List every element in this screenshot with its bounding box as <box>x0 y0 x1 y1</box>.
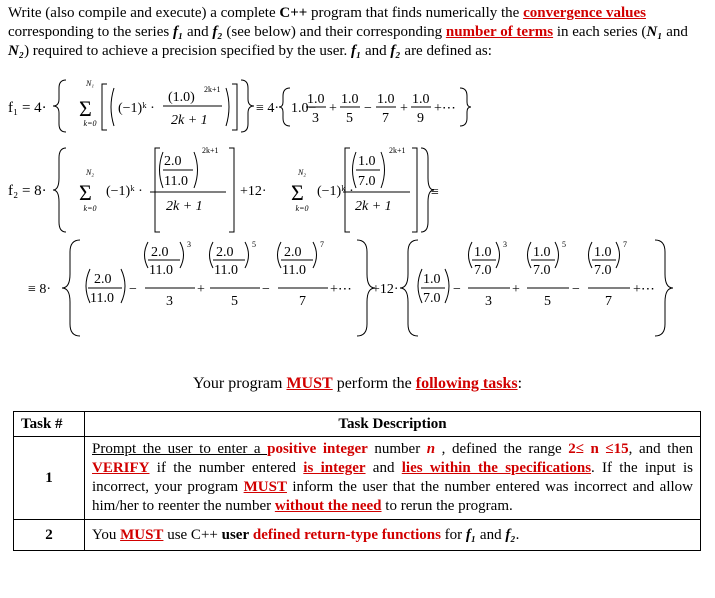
heading-text: Your program <box>192 375 287 392</box>
f2-left-brace <box>53 148 66 232</box>
exp-paren-right <box>445 269 449 303</box>
n1-symbol: N₁ <box>646 24 663 40</box>
heading-text: : <box>517 375 523 392</box>
exp-ellipsis: +⋯ <box>330 282 352 297</box>
positive-integer-highlight: positive integer <box>267 441 368 457</box>
task-number: 2 <box>14 520 85 551</box>
f1-exp-right-brace <box>460 88 471 126</box>
f1-symbol: f₁ <box>465 526 477 543</box>
exp-term-num: 2.0 <box>284 245 302 260</box>
exp-paren-left <box>589 242 593 268</box>
exp-minus: − <box>262 282 270 297</box>
f1-bracket-left <box>102 84 107 130</box>
exp-paren-left <box>418 269 422 303</box>
desc-text: number <box>367 441 427 457</box>
convergence-values-highlight: convergence values <box>523 5 646 21</box>
exp-right-brace-12 <box>655 240 673 336</box>
exp-term-divisor: 7 <box>605 294 612 309</box>
exp-paren-left <box>210 242 214 268</box>
exp-term-divisor: 5 <box>544 294 551 309</box>
f2-sigma: Σ <box>79 180 92 205</box>
exp-minus: − <box>453 282 461 297</box>
exp-term-num: 1.0 <box>533 245 551 260</box>
f2-denominator2: 2k + 1 <box>355 199 392 214</box>
exp-paren-right <box>121 269 125 303</box>
exp-first2-num: 1.0 <box>423 272 441 287</box>
f1-term-num: 1.0 <box>341 92 359 107</box>
f1-sum-lower: k=0 <box>83 119 97 128</box>
f2-sigma2: Σ <box>291 180 304 205</box>
f1-denominator: 2k + 1 <box>171 113 208 128</box>
f1-paren-right <box>226 88 229 126</box>
f1-term-num: 1.0 <box>307 92 325 107</box>
exp-paren-left <box>469 242 473 268</box>
exp-term-divisor: 3 <box>166 294 173 309</box>
intro-text: and <box>361 43 391 59</box>
desc-text: . <box>515 526 520 543</box>
f2-inner-paren-left <box>160 152 164 188</box>
f1-lhs: f₁ = 4· <box>8 100 47 116</box>
desc-text: and <box>365 460 402 476</box>
intro-text: and <box>662 24 688 40</box>
without-need-highlight: without the need <box>274 498 382 514</box>
f2-inner-num: 2.0 <box>164 154 182 169</box>
f2-inner2-den: 7.0 <box>358 174 376 189</box>
desc-text: for <box>440 526 466 543</box>
desc-text: use C++ <box>163 526 222 543</box>
f2-inner2-paren-right <box>381 152 385 188</box>
exp-first-den: 11.0 <box>90 291 114 306</box>
exp-lhs: ≡ 8· <box>28 282 52 297</box>
functions-highlight: defined return-type functions <box>252 526 441 543</box>
tasks-table <box>13 411 701 551</box>
desc-text: , defined the range <box>435 441 569 457</box>
desc-text: to rerun the program. <box>381 498 513 514</box>
exp-plus: + <box>197 282 205 297</box>
exp-first2-den: 7.0 <box>423 291 441 306</box>
f2-sign-term: (−1)ᵏ · <box>106 184 143 199</box>
exp-power: 5 <box>562 240 566 249</box>
f2-symbol: f₂ <box>390 43 401 59</box>
exp-paren-left <box>528 242 532 268</box>
f2-equation <box>8 146 439 232</box>
intro-text: ) required to achieve a precision specified by the user. <box>24 43 352 59</box>
n-symbol: n <box>426 441 436 457</box>
f2-exponent: 2k+1 <box>202 146 219 155</box>
table-header-row <box>14 412 701 437</box>
f1-term-num: 1.0 <box>377 92 395 107</box>
f1-term-num: 1.0 <box>412 92 430 107</box>
exp-term-den: 7.0 <box>474 263 492 278</box>
exp-left-brace-8 <box>62 240 80 336</box>
task-number-header: Task # <box>14 412 85 437</box>
intro-text: Write (also compile and execute) a complete <box>8 5 280 21</box>
f1-term-den: 5 <box>346 111 353 126</box>
exp-paren-right <box>180 242 184 268</box>
intro-text: corresponding to the series <box>8 24 173 40</box>
f1-sign-term: (−1)ᵏ · <box>118 101 155 116</box>
exp-term-num: 1.0 <box>594 245 612 260</box>
f2-bracket2-right <box>412 148 417 232</box>
exp-minus: − <box>572 282 580 297</box>
task-description-header: Task Description <box>85 412 701 437</box>
specifications-highlight: lies within the specifications <box>401 460 592 476</box>
f2-inner-den: 11.0 <box>164 174 188 189</box>
f1-exp-left-brace <box>279 88 290 126</box>
exp-power: 3 <box>503 240 507 249</box>
exp-paren-right <box>555 242 559 268</box>
f1-bracket-right <box>232 84 237 130</box>
exp-term-divisor: 3 <box>485 294 492 309</box>
exp-term-num: 1.0 <box>474 245 492 260</box>
f1-op: + <box>329 101 337 116</box>
f1-exponent: 2k+1 <box>204 85 221 94</box>
f1-sigma: Σ <box>79 96 92 121</box>
exp-power: 3 <box>187 240 191 249</box>
task-description <box>85 520 701 551</box>
must-highlight: MUST <box>120 526 164 543</box>
table-row <box>14 437 701 520</box>
f1-equivalence: ≡ 4· <box>256 101 280 116</box>
is-integer-highlight: is integer <box>303 460 366 476</box>
f1-op: + <box>400 101 408 116</box>
intro-text: program that finds numerically the <box>307 5 524 21</box>
n2-symbol: N₂ <box>8 43 25 59</box>
f2-sum2-lower: k=0 <box>295 204 309 213</box>
f1-symbol: f₁ <box>172 24 184 40</box>
f2-plus-twelve: +12· <box>240 184 267 199</box>
exp-term-divisor: 7 <box>299 294 306 309</box>
f1-equation <box>8 79 471 132</box>
exp-paren-right <box>616 242 620 268</box>
f2-inner2-num: 1.0 <box>358 154 376 169</box>
f2-inner-paren-right <box>194 152 198 188</box>
f1-term-den: 9 <box>417 111 424 126</box>
f2-sign-term2: (−1)ᵏ · <box>317 184 354 199</box>
exp-term-den: 11.0 <box>149 263 173 278</box>
verify-highlight: VERIFY <box>92 460 150 476</box>
exp-plus-twelve: +12· <box>372 282 399 297</box>
f2-lhs: f₂ = 8· <box>8 183 47 199</box>
exp-paren-right <box>313 242 317 268</box>
exp-ellipsis: +⋯ <box>633 282 655 297</box>
exp-term-den: 7.0 <box>533 263 551 278</box>
f2-sum-lower: k=0 <box>83 204 97 213</box>
tasks-heading <box>0 375 715 393</box>
task-description <box>85 437 701 520</box>
f2-equivalence: ≡ <box>431 185 439 200</box>
f1-left-brace <box>53 80 66 132</box>
following-tasks-highlight: following tasks <box>415 375 518 392</box>
exp-term-den: 11.0 <box>214 263 238 278</box>
exp-term-num: 2.0 <box>216 245 234 260</box>
f2-denominator: 2k + 1 <box>166 199 203 214</box>
exp-paren-left <box>278 242 282 268</box>
f1-numerator: (1.0) <box>168 90 195 105</box>
intro-text: in each series ( <box>553 24 647 40</box>
number-of-terms-highlight: number of terms <box>445 24 554 40</box>
f2-bracket-right <box>229 148 234 232</box>
exp-first-num: 2.0 <box>94 272 112 287</box>
must-highlight: MUST <box>286 375 333 392</box>
exp-paren-right <box>245 242 249 268</box>
desc-text: if the number entered <box>149 460 304 476</box>
user-label: user <box>221 526 250 543</box>
expansion-equation <box>28 240 673 336</box>
intro-text: are defined as: <box>400 43 492 59</box>
f1-symbol: f₁ <box>351 43 362 59</box>
exp-power: 5 <box>252 240 256 249</box>
f1-exp-lead: 1.0− <box>291 101 317 116</box>
desc-text: You <box>92 526 121 543</box>
f1-paren-left <box>111 88 114 126</box>
intro-text: (see below) and their corresponding <box>222 24 446 40</box>
exp-minus: − <box>129 282 137 297</box>
f2-exponent2: 2k+1 <box>389 146 406 155</box>
intro-text: and <box>183 24 213 40</box>
exp-paren-right <box>496 242 500 268</box>
f1-op: +⋯ <box>434 101 456 116</box>
cpp-label: C++ <box>279 5 308 21</box>
exp-term-den: 11.0 <box>282 263 306 278</box>
must-highlight: MUST <box>243 479 287 495</box>
exp-left-brace-12 <box>400 240 418 336</box>
exp-paren-left <box>145 242 149 268</box>
f2-sum-upper: N₂ <box>85 168 95 177</box>
f2-sum2-upper: N₂ <box>297 168 307 177</box>
range-highlight: 2≤ n ≤15 <box>568 441 629 457</box>
desc-text: inform the user that the number entered was incorrect and allow him/her to reenter the number <box>92 479 694 514</box>
exp-term-num: 2.0 <box>151 245 169 260</box>
f1-op: − <box>364 101 372 116</box>
f1-sum-upper: N₁ <box>85 79 95 88</box>
desc-text: Prompt the user to enter a <box>92 441 268 457</box>
f1-right-brace <box>241 80 254 132</box>
exp-plus: + <box>512 282 520 297</box>
f1-term-den: 7 <box>382 111 389 126</box>
desc-text: . If the input is incorrect, your program <box>92 460 693 495</box>
exp-term-den: 7.0 <box>594 263 612 278</box>
task-number: 1 <box>14 437 85 520</box>
desc-text: , and then <box>628 441 693 457</box>
f2-bracket-left <box>155 148 160 232</box>
f2-symbol: f₂ <box>212 24 223 40</box>
exp-power: 7 <box>320 240 324 249</box>
heading-text: perform the <box>332 375 416 392</box>
exp-power: 7 <box>623 240 627 249</box>
exp-term-divisor: 5 <box>231 294 238 309</box>
f1-term-den: 3 <box>312 111 319 126</box>
f2-inner2-paren-left <box>353 152 357 188</box>
desc-text: and <box>476 526 506 543</box>
table-row <box>14 520 701 551</box>
f2-symbol: f₂ <box>505 526 516 543</box>
